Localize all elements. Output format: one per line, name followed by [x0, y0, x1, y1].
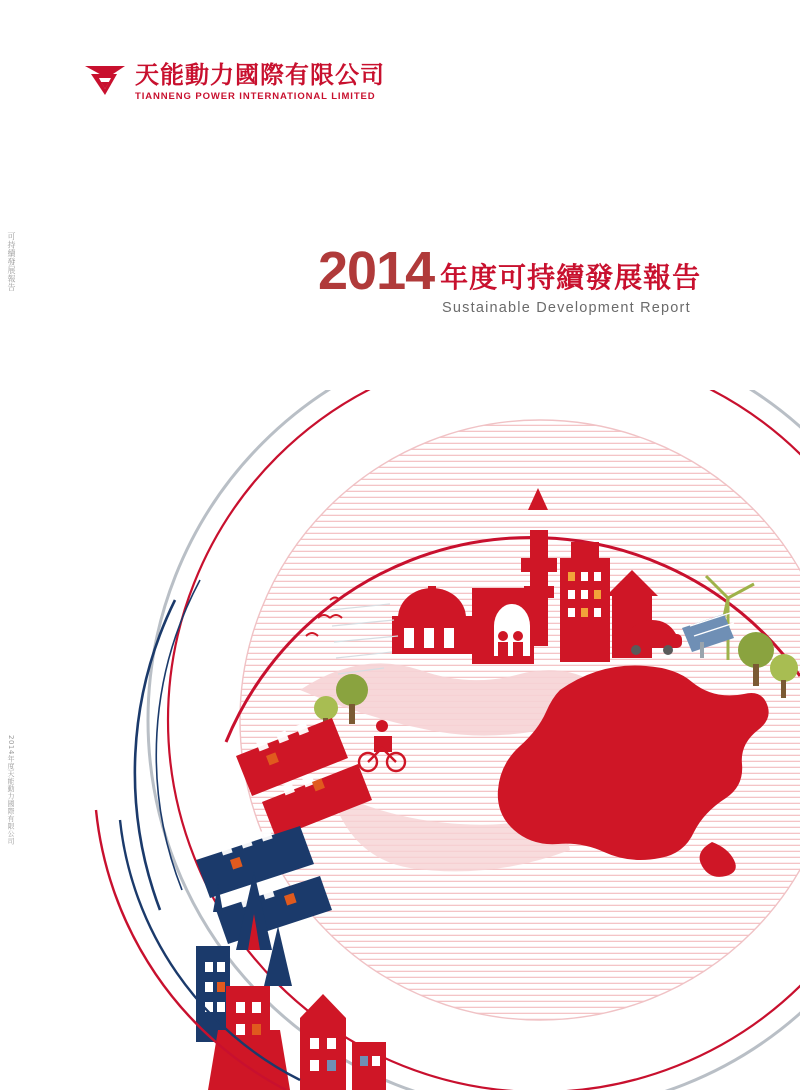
spine-text-bottom: 2014年度天能動力國際有限公司 — [7, 735, 15, 845]
company-logo — [83, 62, 385, 102]
title-main-row — [318, 241, 718, 301]
report-title-cn: 年度可持續發展報告 — [440, 260, 702, 294]
spine-text-top: 可持續發展報告 — [7, 232, 16, 292]
tianneng-chevron-logo-icon — [83, 62, 127, 102]
company-name-cn: 天能動力國際有限公司 — [135, 61, 385, 89]
company-name-en: TIANNENG POWER INTERNATIONAL LIMITED — [135, 91, 376, 103]
cover-artwork — [0, 390, 800, 1090]
cover-title — [318, 241, 718, 317]
logo-wordmark — [135, 62, 385, 102]
report-year: 2014 — [318, 241, 435, 301]
report-title-en: Sustainable Development Report — [442, 300, 691, 317]
